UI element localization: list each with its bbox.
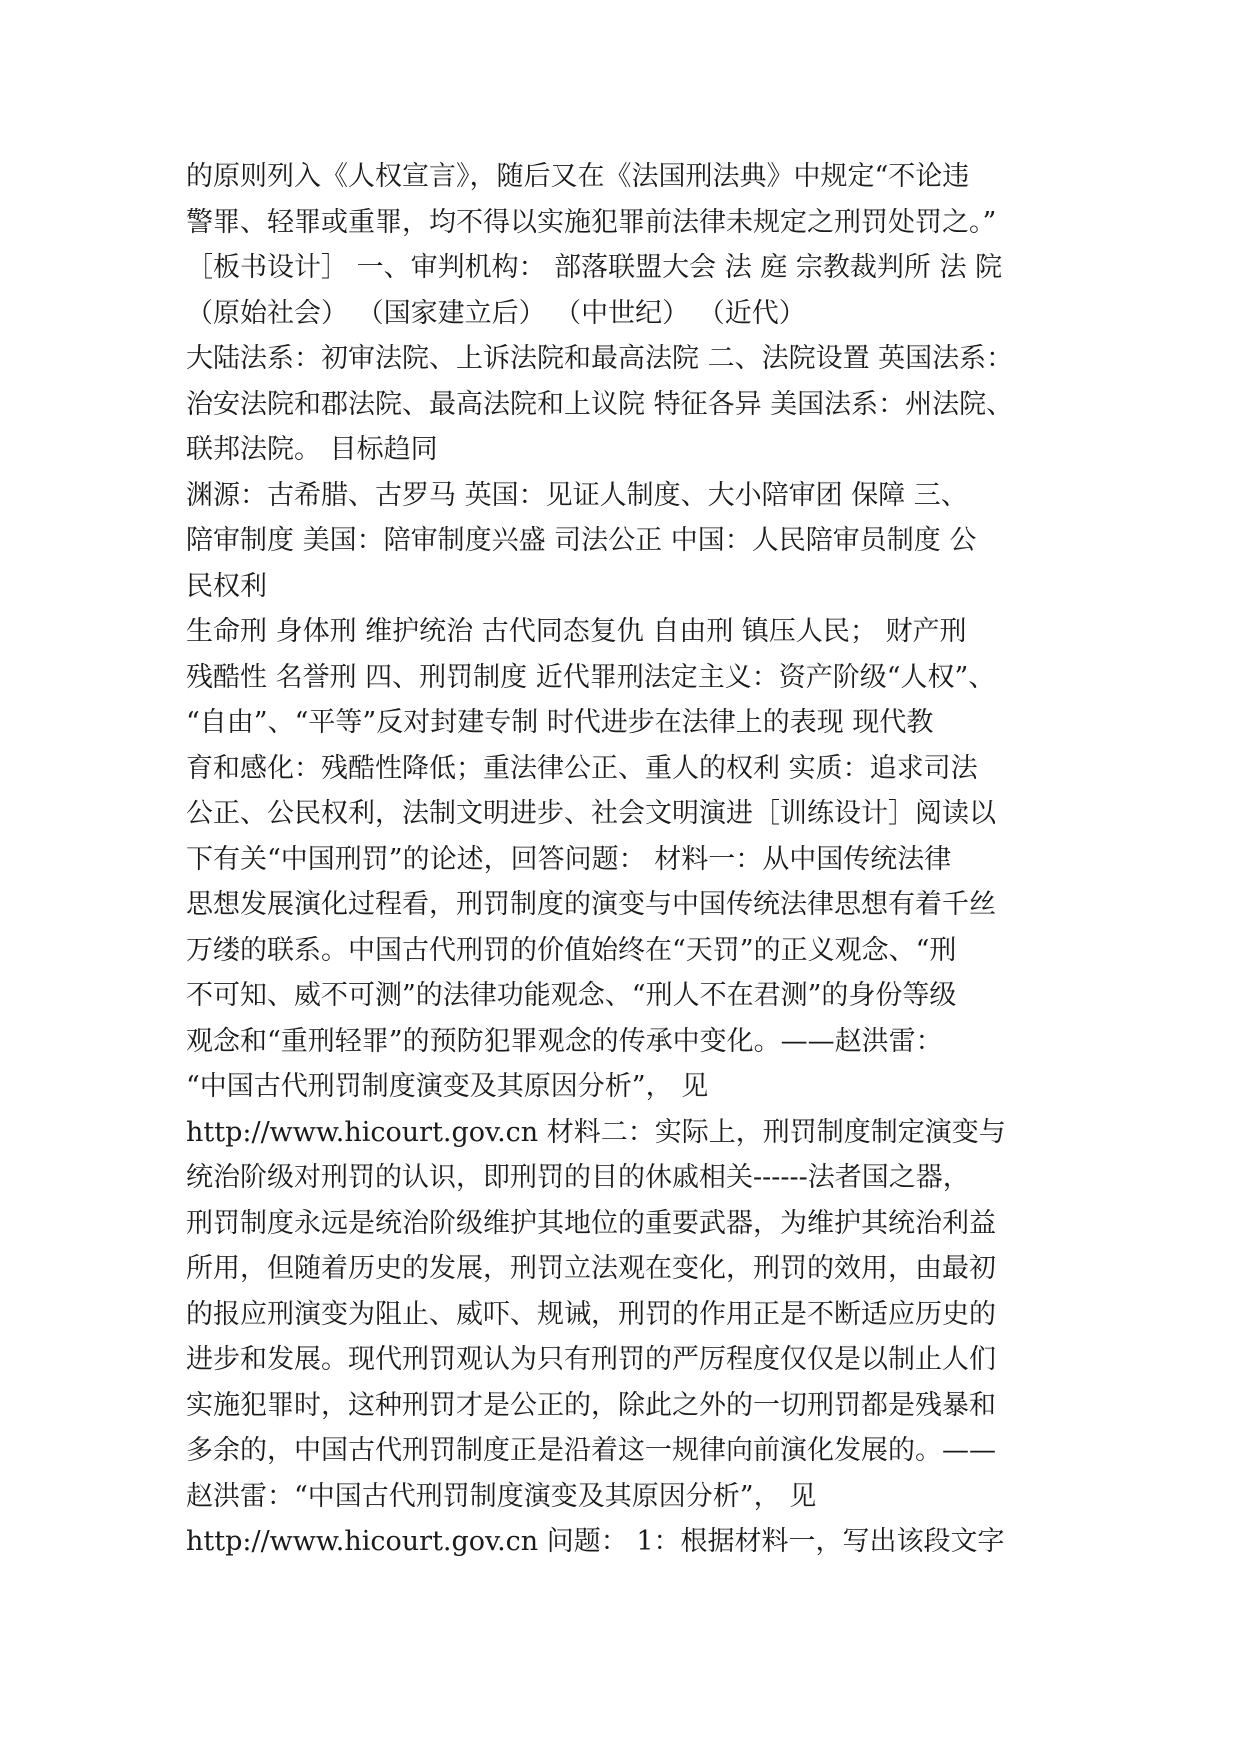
- text-line: 进步和发展。现代刑罚观认为只有刑罚的严厉程度仅仅是以制止人们: [186, 1344, 996, 1375]
- text-line: 警罪、轻罪或重罪，均不得以实施犯罪前法律未规定之刑罚处罚之。”: [186, 206, 997, 238]
- text-line: 生命刑 身体刑 维护统治 古代同态复仇 自由刑 镇压人民； 财产刑: [186, 616, 967, 647]
- text-line: 实施犯罪时，这种刑罚才是公正的，除此之外的一切刑罚都是残暴和: [186, 1389, 996, 1421]
- text-line: 残酷性 名誉刑 四、刑罚制度 近代罪刑法定主义：资产阶级“人权”、: [186, 661, 996, 693]
- text-line: 下有关“中国刑罚”的论述，回答问题： 材料一：从中国传统法律: [186, 843, 952, 875]
- text-line: 万缕的联系。中国古代刑罚的价值始终在“天罚”的正义观念、“刑: [186, 934, 957, 966]
- text-line: 陪审制度 美国：陪审制度兴盛 司法公正 中国：人民陪审员制度 公: [186, 525, 977, 556]
- text-line: 所用，但随着历史的发展，刑罚立法观在变化，刑罚的效用，由最初: [186, 1253, 996, 1284]
- text-line: 的报应刑演变为阻止、威吓、规诫，刑罚的作用正是不断适应历史的: [186, 1298, 996, 1330]
- text-line: 赵洪雷：“中国古代刑罚制度演变及其原因分析”， 见: [186, 1480, 817, 1512]
- text-line: http://www.hicourt.gov.cn 问题： 1：根据材料一，写出该段文字: [186, 1526, 1005, 1557]
- text-line: http://www.hicourt.gov.cn 材料二：实际上，刑罚制度制定演变与: [186, 1116, 1006, 1148]
- text-line: 观念和“重刑轻罪”的预防犯罪观念的传承中变化。——赵洪雷：: [186, 1025, 943, 1057]
- text-line: “中国古代刑罚制度演变及其原因分析”， 见: [186, 1071, 709, 1102]
- text-line: 的原则列入《人权宣言》，随后又在《法国刑法典》中规定“不论违: [186, 161, 970, 192]
- text-line: 大陆法系：初审法院、上诉法院和最高法院 二、法院设置 英国法系：: [186, 343, 1014, 374]
- text-line: （原始社会） （国家建立后） （中世纪） （近代）: [186, 297, 806, 329]
- text-line: 渊源：古希腊、古罗马 英国：见证人制度、大小陪审团 保障 三、: [186, 479, 968, 511]
- text-line: “自由”、“平等”反对封建专制 时代进步在法律上的表现 现代教: [186, 707, 934, 738]
- text-line: ［板书设计］ 一、审判机构： 部落联盟大会 法 庭 宗教裁判所 法 院: [186, 252, 1003, 283]
- text-line: 民权利: [186, 570, 267, 602]
- text-line: 育和感化：残酷性降低；重法律公正、重人的权利 实质：追求司法: [186, 752, 978, 784]
- text-line: 刑罚制度永远是统治阶级维护其地位的重要武器，为维护其统治利益: [186, 1207, 996, 1239]
- text-line: 联邦法院。 目标趋同: [186, 434, 438, 465]
- text-line: 统治阶级对刑罚的认识，即刑罚的目的休戚相关------法者国之器，: [186, 1162, 970, 1193]
- text-line: 多余的，中国古代刑罚制度正是沿着这一规律向前演化发展的。——: [186, 1435, 996, 1466]
- text-line: 思想发展演化过程看，刑罚制度的演变与中国传统法律思想有着千丝: [186, 889, 996, 920]
- text-line: 不可知、威不可测”的法律功能观念、“刑人不在君测”的身份等级: [186, 980, 957, 1011]
- body-text: [186, 154, 1066, 1565]
- text-line: 治安法院和郡法院、最高法院和上议院 特征各异 美国法系：州法院、: [186, 388, 1014, 420]
- text-line: 公正、公民权利，法制文明进步、社会文明演进［训练设计］阅读以: [186, 798, 996, 829]
